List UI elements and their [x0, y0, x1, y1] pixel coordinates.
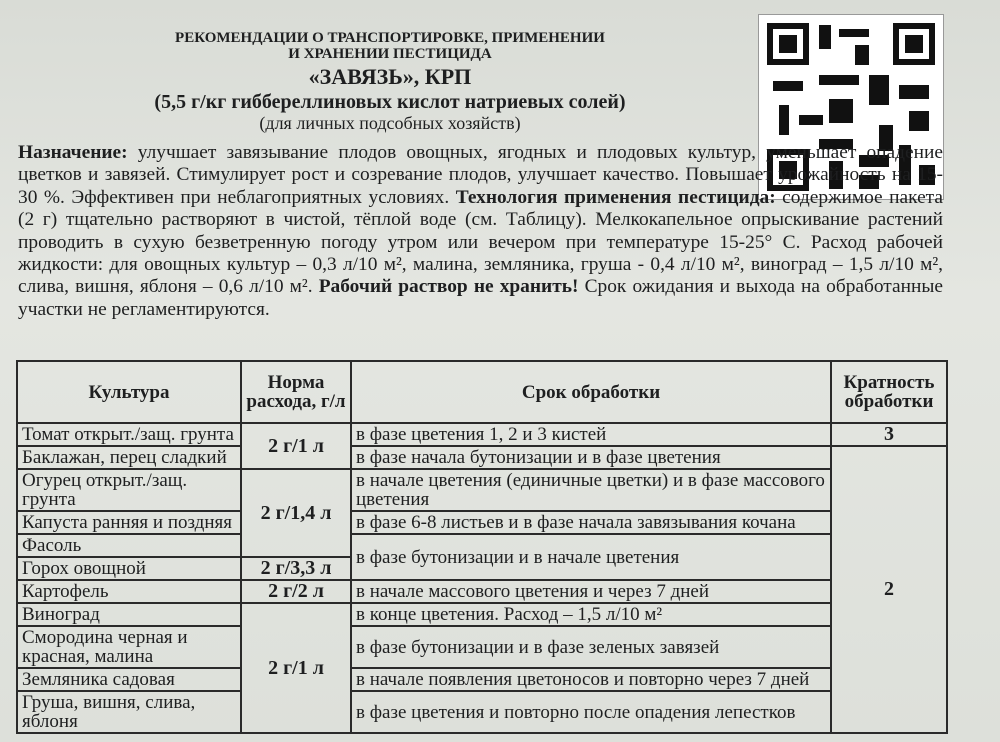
heading-line-1: РЕКОМЕНДАЦИИ О ТРАНСПОРТИРОВКЕ, ПРИМЕНЕНИИ	[175, 30, 605, 46]
purpose-label: Назначение:	[18, 142, 128, 163]
table-row	[17, 668, 947, 691]
tech-text: содержимое пакета (2 г) тщательно растворяют в чистой, тёплой воде (см. Таблицу). Мелкокапельное опрыскивание растений проводить в сухую безветренную погоду утром или вечером при температуре 15-25° С. Расход рабочей жидкости: для овощных культур – 0,3 л/10 м², малина, земляника, груша - 0,4 л/10 м², виноград – 1,5 л/10 м², слива, вишня, яблоня – 0,6 л/10 м².	[18, 186, 943, 298]
header-rate: Норма расхода, г/л	[241, 361, 351, 423]
table-row	[17, 469, 947, 511]
crop-cell: Смородина черная и красная, малина	[17, 626, 241, 668]
table-row	[17, 691, 947, 733]
table-row	[17, 603, 947, 626]
table-row	[17, 580, 947, 603]
instructions-text	[18, 142, 943, 321]
term-cell: в начале появления цветоносов и повторно через 7 дней	[351, 668, 831, 691]
usage-note: (для личных подсобных хозяйств)	[259, 113, 521, 133]
composition: (5,5 г/кг гиббереллиновых кислот натриевых солей)	[154, 91, 626, 113]
table-row	[17, 446, 947, 469]
table-row	[17, 511, 947, 534]
rate-cell: 2 г/3,3 л	[241, 557, 351, 580]
crop-cell: Огурец открыт./защ. грунта	[17, 469, 241, 511]
term-cell: в фазе цветения 1, 2 и 3 кистей	[351, 423, 831, 446]
crop-cell: Томат открыт./защ. грунта	[17, 423, 241, 446]
header-multiplicity: Кратность обработки	[831, 361, 947, 423]
crop-cell: Баклажан, перец сладкий	[17, 446, 241, 469]
rate-cell: 2 г/1,4 л	[241, 469, 351, 557]
term-cell: в начале цветения (единичные цветки) и в фазе массового цветения	[351, 469, 831, 511]
crop-cell: Картофель	[17, 580, 241, 603]
table-row	[17, 423, 947, 446]
term-cell: в фазе бутонизации и в фазе зеленых завязей	[351, 626, 831, 668]
term-cell: в фазе бутонизации и в начале цветения	[351, 534, 831, 580]
crop-cell: Груша, вишня, слива, яблоня	[17, 691, 241, 733]
header-term: Срок обработки	[351, 361, 831, 423]
crop-cell: Капуста ранняя и поздняя	[17, 511, 241, 534]
rate-cell: 2 г/1 л	[241, 423, 351, 469]
term-cell: в начале массового цветения и через 7 дней	[351, 580, 831, 603]
crop-cell: Виноград	[17, 603, 241, 626]
multiplicity-cell: 2	[831, 446, 947, 733]
tech-label: Технология применения пестицида:	[449, 186, 776, 208]
warning-label: Рабочий раствор не хранить!	[312, 276, 579, 298]
warning-text: Срок ожидания и выхода на обработанные участки не регламентируются.	[18, 276, 944, 320]
treatment-table	[16, 360, 948, 734]
multiplicity-cell: 3	[831, 423, 947, 446]
term-cell: в фазе цветения и повторно после опадения лепестков	[351, 691, 831, 733]
crop-cell: Фасоль	[17, 534, 241, 557]
rate-cell: 2 г/2 л	[241, 580, 351, 603]
header-crop: Культура	[17, 361, 241, 423]
heading-line-2: И ХРАНЕНИИ ПЕСТИЦИДА	[288, 46, 492, 62]
table-row	[17, 626, 947, 668]
table-row	[17, 534, 947, 557]
term-cell: в конце цветения. Расход – 1,5 л/10 м²	[351, 603, 831, 626]
purpose-text: улучшает завязывание плодов овощных, ягодных и плодовых культур, уменьшает опадение цветков и завязей. Стимулирует рост и созревание плодов, улучшает качество. Повышает урожайность на 15-30 %. Эффективен при неблагоприятных условиях.	[18, 142, 943, 208]
rate-cell: 2 г/1 л	[241, 603, 351, 733]
crop-cell: Горох овощной	[17, 557, 241, 580]
table-header-row	[17, 361, 947, 423]
term-cell: в фазе начала бутонизации и в фазе цветения	[351, 446, 831, 469]
term-cell: в фазе 6-8 листьев и в фазе начала завязывания кочана	[351, 511, 831, 534]
product-name: «ЗАВЯЗЬ», КРП	[308, 64, 472, 89]
crop-cell: Земляника садовая	[17, 668, 241, 691]
